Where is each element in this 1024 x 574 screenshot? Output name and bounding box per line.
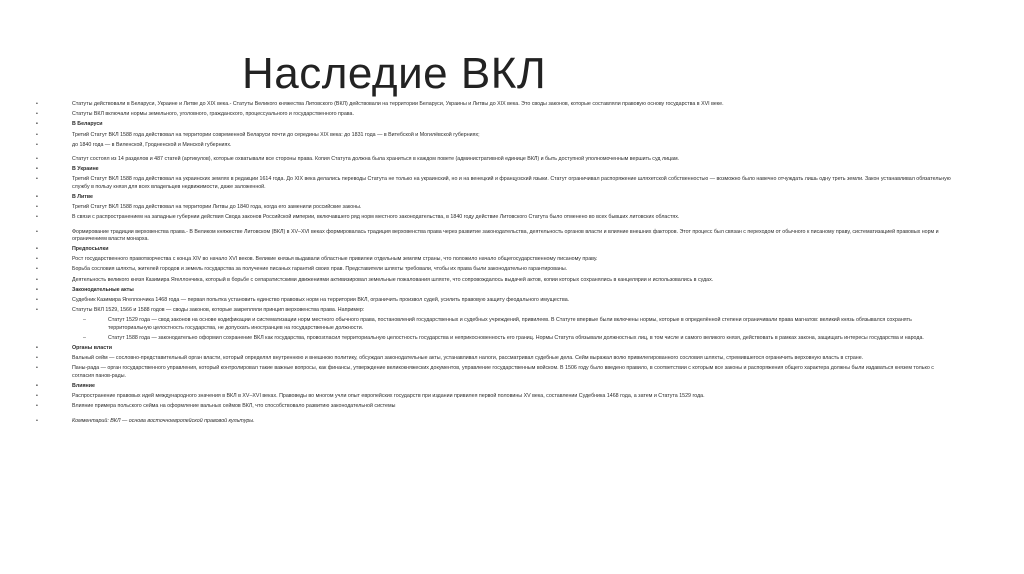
section-heading: Предпосылки xyxy=(72,246,109,253)
list-item-text: Борьба сословия шляхты, жителей городов и земель государства за получение писаных гарантий своих прав. Представители шляхты требовали, чтобы их права были законодательно гарантированы. xyxy=(72,266,568,273)
list-item-text: Статуты действовали в Беларуси, Украине и Литве до XIX века.- Статуты Великого княжества Литовского (ВКЛ) действовали на территории Беларуси, Украины и Литвы до XIX века. Это своды законов, которые составляли правовую основу государства в XVI веке. xyxy=(72,101,724,107)
dash-icon: – xyxy=(83,317,86,324)
list-item-text: Статуты ВКЛ включали нормы земельного, уголовного, гражданского, процессуального и государственного права. xyxy=(72,111,354,118)
bullet-icon: • xyxy=(36,286,38,293)
list-item xyxy=(36,383,954,390)
list-item xyxy=(36,176,954,191)
bullet-icon: • xyxy=(36,131,38,138)
list-item xyxy=(36,204,954,211)
list-item xyxy=(36,142,954,149)
bullet-icon: • xyxy=(36,141,38,148)
bullet-icon: • xyxy=(36,256,38,263)
section-heading: Законодательные акты xyxy=(72,286,134,293)
bullet-icon: • xyxy=(36,403,38,410)
list-item-text: В связи с распространением на западные губернии действия Свода законов Российской империи, включавшего ряд норм местного законодательства, в 1840 году действие Литовского Статута было отменено во всех бывших литовских областях. xyxy=(72,214,680,221)
list-item xyxy=(36,166,954,173)
bullet-icon: • xyxy=(36,276,38,283)
section-heading: В Литве xyxy=(72,193,93,200)
bullet-icon: • xyxy=(36,355,38,362)
list-item xyxy=(36,365,954,380)
list-item-text: Третий Статут ВКЛ 1588 года действовал на территории современной Беларуси почти до середины XIX века: до 1831 года — в Витебской и Могилёвской губерниях; xyxy=(72,131,480,138)
bullet-icon: • xyxy=(36,111,38,118)
list-item xyxy=(36,297,954,304)
list-item xyxy=(36,111,954,118)
bullet-icon: • xyxy=(36,417,38,424)
list-item xyxy=(36,345,954,352)
list-item xyxy=(36,287,954,294)
list-item xyxy=(36,214,954,221)
list-item xyxy=(36,403,954,410)
list-item xyxy=(36,246,954,253)
bullet-icon: • xyxy=(36,214,38,221)
list-item xyxy=(36,307,954,314)
slide-content xyxy=(36,101,954,428)
bullet-icon: • xyxy=(36,228,38,235)
sub-list-item xyxy=(36,317,954,332)
bullet-icon: • xyxy=(36,246,38,253)
list-item xyxy=(36,256,954,263)
list-item xyxy=(36,266,954,273)
list-item xyxy=(36,132,954,139)
list-item xyxy=(36,393,954,400)
bullet-icon: • xyxy=(36,393,38,400)
section-heading: В Украине xyxy=(72,166,99,173)
list-item xyxy=(36,229,954,244)
list-item xyxy=(36,101,954,108)
list-item-text: Паны-рада — орган государственного управления, который контролировал такие важные вопросы, как финансы, утверждение великокняжеских документов, управление государственным войском. В 1506 году было введено правило, в соответствии с которым все законы и распоряжения общего характера должны были издаваться князем только с согласия панов-рады. xyxy=(72,365,934,379)
list-item-text: Деятельность великого князя Казимира Ягеллончика, который в борьбе с сепаратистскими движениями активизировал земельные пожалования шляхте, что сопровождалось выдачей актов, копии которых сохранялись в канцелярии и использовались в судах. xyxy=(72,276,714,283)
bullet-icon: • xyxy=(36,365,38,372)
list-item-text: Рост государственного правотворчества с конца XIV во начало XVI веков. Великие князья выдавали областные привилеи отдельным землям страны, что положило начало общегосударственному писаному праву. xyxy=(72,256,598,263)
list-item xyxy=(36,277,954,284)
list-item-text: Третий Статут ВКЛ 1588 года действовал на украинских землях в редакции 1614 года. До XIX века делались переводы Статута не только на украинский, но и на венецкий и французский языки. Статут ограничивал распоряжение шляхетской собственностью — возможно было навечно отчуждать лишь одну треть земли. Закон устанавливал обязательную службу в пользу князя для всех владельцев недвижимости, даже заложенной. xyxy=(72,176,951,190)
list-item-text: Судебник Казимира Ягеллончика 1468 года — первая попытка установить единство правовых норм на территории ВКЛ, ограничить произвол судей, усилить правовую защиту феодального имущества. xyxy=(72,297,570,303)
list-item-text: Распространение правовых идей международного значения в ВКЛ в XV–XVI веках. Правоведы во многом учли опыт европейских государств при издании привилея первой половины XV века, составлении Судебника 1468 года, а затем и Статута 1529 года. xyxy=(72,393,705,400)
bullet-icon: • xyxy=(36,101,38,107)
list-item-text: Третий Статут ВКЛ 1588 года действовал на территории Литвы до 1840 года, когда его заменили российские законы. xyxy=(72,204,362,211)
slide-title: Наследие ВКЛ xyxy=(242,49,547,98)
list-item-text: Формирование традиции верховенства права.- В Великом княжестве Литовском (ВКЛ) в XV–XVI веках формировалась традиция верховенства права через развитие законодательства, деятельность органов власти и влияние внешних факторов. Этот процесс был связан с переходом от обычного к писаному праву, систематизацией правовых норм и ограничением власти монарха. xyxy=(72,228,939,242)
list-item-text: Статут состоял из 14 разделов и 487 статей (артикулов), которые охватывали все стороны права. Копия Статута должна была храниться в каждом повете (административной единице ВКЛ) и быть доступной уполномоченным вершить суд лицам. xyxy=(72,156,680,163)
comment-text: Комментарий: ВКЛ — основа восточноевропейской правовой культуры. xyxy=(72,417,255,424)
list-item-text: Статуты ВКЛ 1529, 1566 и 1588 годов — своды законов, которые закрепляли принцип верховенства права. Например: xyxy=(72,307,365,314)
bullet-icon: • xyxy=(36,345,38,352)
list-item xyxy=(36,355,954,362)
section-heading: Органы власти xyxy=(72,345,112,352)
list-item-text: до 1840 года — в Виленской, Гродненской и Минской губерниях. xyxy=(72,141,232,148)
list-item xyxy=(36,121,954,128)
section-heading: В Беларуси xyxy=(72,121,103,128)
bullet-icon: • xyxy=(36,382,38,389)
list-item xyxy=(36,194,954,201)
bullet-icon: • xyxy=(36,307,38,314)
bullet-icon: • xyxy=(36,166,38,173)
list-item xyxy=(36,418,954,425)
list-item-text: Вальный сейм — сословно-представительный орган власти, который определял внутреннюю и внешнюю политику, обсуждал законодательные акты, устанавливал налоги, рассматривал судебные дела. Сейм выражал волю привилегированного сословия шляхты, стремившегося ограничить верховную власть в стране. xyxy=(72,355,864,362)
sub-list-item-text: Статут 1529 года — свод законов на основе кодификации и систематизации норм местного обычного права, постановлений государственных и судебных учреждений, привилеев. В Статуте впервые были включены нормы, которые в определённой степени ограничивали права магнатов: великий князь обязывался сохранять территориальную целостность государства, не допускать иностранцев на государственные должности. xyxy=(108,317,912,331)
bullet-icon: • xyxy=(36,297,38,303)
bullet-icon: • xyxy=(36,121,38,128)
sub-list-item xyxy=(36,335,954,342)
list-item xyxy=(36,156,954,163)
bullet-icon: • xyxy=(36,204,38,211)
sub-list-item-text: Статут 1588 года — законодательно оформил сохранение ВКЛ как государства, провозгласил территориальную целостность государства и неприкосновенность его границ. Нормы Статута обязывали должностных лиц, в том числе и самого великого князя, действовать в рамках закона, защищать интересы государства и народа. xyxy=(108,334,924,341)
section-heading: Влияние xyxy=(72,382,95,389)
bullet-icon: • xyxy=(36,193,38,200)
bullet-icon: • xyxy=(36,176,38,183)
dash-icon: – xyxy=(83,334,86,341)
bullet-icon: • xyxy=(36,266,38,273)
list-item-text: Влияние примера польского сейма на оформление вальных сеймов ВКЛ, что способствовало развитию законодательной системы xyxy=(72,403,396,410)
bullet-icon: • xyxy=(36,156,38,163)
